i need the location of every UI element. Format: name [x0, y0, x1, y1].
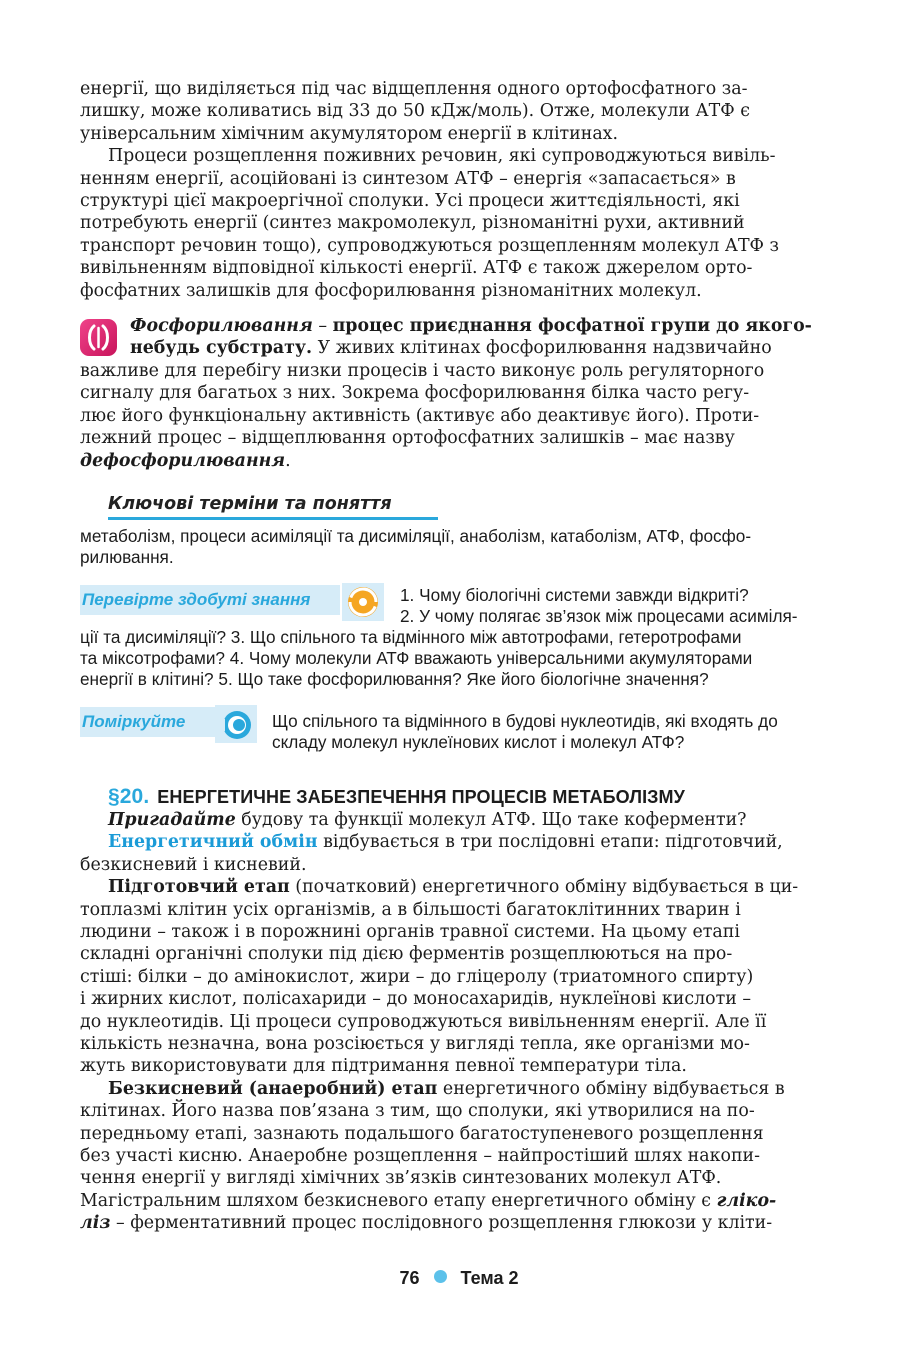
- text-line: вивільненням відповідної кількості енергії. АТФ є також джерелом орто-: [80, 258, 753, 279]
- text-line: транспорт речовин тощо), супроводжуються розщепленням молекул АТФ з: [80, 235, 780, 256]
- text-fragment: Магістральним шляхом безкисневого етапу енергетичного обміну є: [80, 1190, 717, 1211]
- text-line: енергії в клітині? 5. Що таке фосфорилювання? Яке його біологічне значення?: [80, 668, 709, 689]
- text-fragment: .: [285, 450, 291, 471]
- bold-term: Підготовчий етап: [108, 877, 290, 898]
- text-line: важливе для перебігу низки процесів і часто виконує роль регуляторного: [80, 360, 765, 381]
- think-box: [80, 707, 846, 753]
- text-line: універсальним хімічним акумулятором енергії в клітинах.: [80, 123, 619, 144]
- text-line: сигналу для багатьох з них. Зокрема фосфорилювання білка часто регу-: [80, 383, 750, 404]
- section-heading: [108, 785, 846, 809]
- page-content: [80, 78, 846, 1235]
- section-title: ЕНЕРГЕТИЧНЕ ЗАБЕЗПЕЧЕННЯ ПРОЦЕСІВ МЕТАБОЛІЗМУ: [157, 786, 685, 807]
- definition-text: [80, 315, 846, 472]
- paragraph-atp-energy: [80, 78, 846, 145]
- glycolysis-term: гліко-: [716, 1190, 777, 1211]
- paragraph-anaerobic-stage: [80, 1078, 846, 1235]
- text-line: до нуклеотидів. Ці процеси супроводжуються вивільненням енергії. Але її: [80, 1011, 767, 1032]
- think-label: Поміркуйте: [80, 707, 215, 737]
- text-line: Що спільного та відмінного в будові нуклеотидів, які входять до: [272, 710, 778, 731]
- text-line: топлазмі клітин усіх організмів, а в більшості багатоклітинних тварин і: [80, 899, 741, 920]
- check-knowledge-box: [80, 585, 846, 690]
- text-line: Процеси розщеплення поживних речовин, які супроводжуються вивіль-: [108, 146, 776, 167]
- text-fragment: будову та функції молекул АТФ. Що таке коферменти?: [235, 809, 747, 830]
- key-terms-heading: Ключові терміни та поняття: [108, 494, 438, 520]
- text-line: метаболізм, процеси асиміляції та дисиміляції, анаболізм, катаболізм, АТФ, фосфо-: [80, 525, 752, 546]
- text-line: потребують енергії (синтез макромолекул, різноманітні рухи, активний: [80, 213, 745, 234]
- page-number: 76: [399, 1268, 420, 1288]
- text-line: і жирних кислот, полісахариди – до моносахаридів, нуклеїнові кислоти –: [80, 989, 752, 1010]
- text-fragment: У живих клітинах фосфорилювання надзвичайно: [312, 338, 772, 359]
- check-knowledge-label: Перевірте здобуті знання: [80, 585, 340, 615]
- recall-label: Пригадайте: [108, 809, 236, 830]
- paragraph-preparatory-stage: [80, 876, 846, 1078]
- definition-term: Фосфорилювання: [130, 316, 313, 337]
- text-line: складу молекул нуклеїнових кислот і молекул АТФ?: [272, 731, 685, 752]
- text-line: людини – також і в порожнині органів травної системи. На цьому етапі: [80, 921, 740, 942]
- definition-box: [80, 315, 846, 472]
- key-terms-list: [80, 526, 846, 568]
- text-line: стіші: білки – до амінокислот, жири – до гліцеролу (триатомного спирту): [80, 966, 754, 987]
- bold-term: Безкисневий (анаеробний) етап: [108, 1078, 438, 1099]
- paragraph-atp-synthesis: [80, 145, 846, 302]
- text-line: кількість незначна, вона розсіюється у вигляді тепла, яке організми мо-: [80, 1033, 750, 1054]
- text-line: енергії, що виділяється під час відщеплення одного ортофосфатного за-: [80, 79, 748, 99]
- paragraph-energy-exchange: [80, 831, 846, 876]
- text-line: лює його функціональну активність (активує або деактивує його). Проти-: [80, 405, 760, 426]
- definition-icon: [80, 319, 117, 356]
- text-fragment: відбувається в три послідовні етапи: підготовчий,: [317, 832, 783, 853]
- text-line: рилювання.: [80, 546, 174, 567]
- definition-bold: процес приєднання фосфатної групи до якого-: [332, 316, 812, 337]
- text-line: лишку, може коливатись від 33 до 50 кДж/моль). Отже, молекули АТФ є: [80, 101, 750, 122]
- think-icon: [215, 705, 257, 743]
- section-number: §20.: [108, 784, 150, 808]
- highlighted-term: Енергетичний обмін: [108, 832, 318, 853]
- text-line: клітинах. Його назва пов’язана з тим, що сполуки, які утворилися на по-: [80, 1101, 755, 1122]
- spiral-icon: [342, 583, 384, 621]
- text-fragment: енергетичного обміну відбувається в: [437, 1078, 785, 1099]
- text-line: безкисневий і кисневий.: [80, 854, 307, 875]
- text-line: фосфатних залишків для фосфорилювання різноманітних молекул.: [80, 280, 702, 301]
- text-fragment: (початковий) енергетичного обміну відбувається в ци-: [289, 877, 799, 898]
- text-line: без участі кисню. Анаеробне розщеплення – найпростіший шлях накопи-: [80, 1146, 761, 1166]
- text-line: складні органічні сполуки під дією ферментів розщеплюються на про-: [80, 944, 733, 965]
- definition-term-2: дефосфорилювання: [80, 450, 286, 471]
- text-line: 1. Чому біологічні системи завжди відкриті?: [400, 584, 749, 605]
- text-fragment: – ферментативний процес послідовного розщеплення глюкози у кліти-: [110, 1213, 773, 1234]
- topic-label: Тема 2: [460, 1268, 519, 1288]
- recall-prompt: [80, 809, 846, 831]
- text-line: ції та дисиміляції? 3. Що спільного та відмінного між автотрофами, гетеротрофами: [80, 626, 742, 647]
- footer-dot-icon: [434, 1270, 447, 1283]
- text-line: та міксотрофами? 4. Чому молекули АТФ вважають універсальними акумуляторами: [80, 647, 753, 668]
- text-line: ненням енергії, асоційовані із синтезом АТФ – енергія «запасається» в: [80, 168, 736, 189]
- text-fragment: –: [312, 316, 333, 337]
- text-line: лежний процес – відщеплювання ортофосфатних залишків – має назву: [80, 428, 735, 449]
- text-line: структурі цієї макроергічної сполуки. Усі процеси життєдіяльності, які: [80, 191, 740, 212]
- text-line: жуть використовувати для підтримання певної температури тіла.: [80, 1056, 687, 1077]
- page-footer: [0, 1268, 918, 1289]
- text-line: чення енергії у вигляді хімічних зв’язків синтезованих молекул АТФ.: [80, 1168, 722, 1189]
- definition-bold: небудь субстрату.: [130, 338, 313, 359]
- text-line: передньому етапі, зазнають подальшого багатоступеневого розщеплення: [80, 1123, 764, 1144]
- text-line: 2. У чому полягає зв’язок між процесами асиміля-: [400, 605, 798, 626]
- glycolysis-term: ліз: [80, 1213, 111, 1234]
